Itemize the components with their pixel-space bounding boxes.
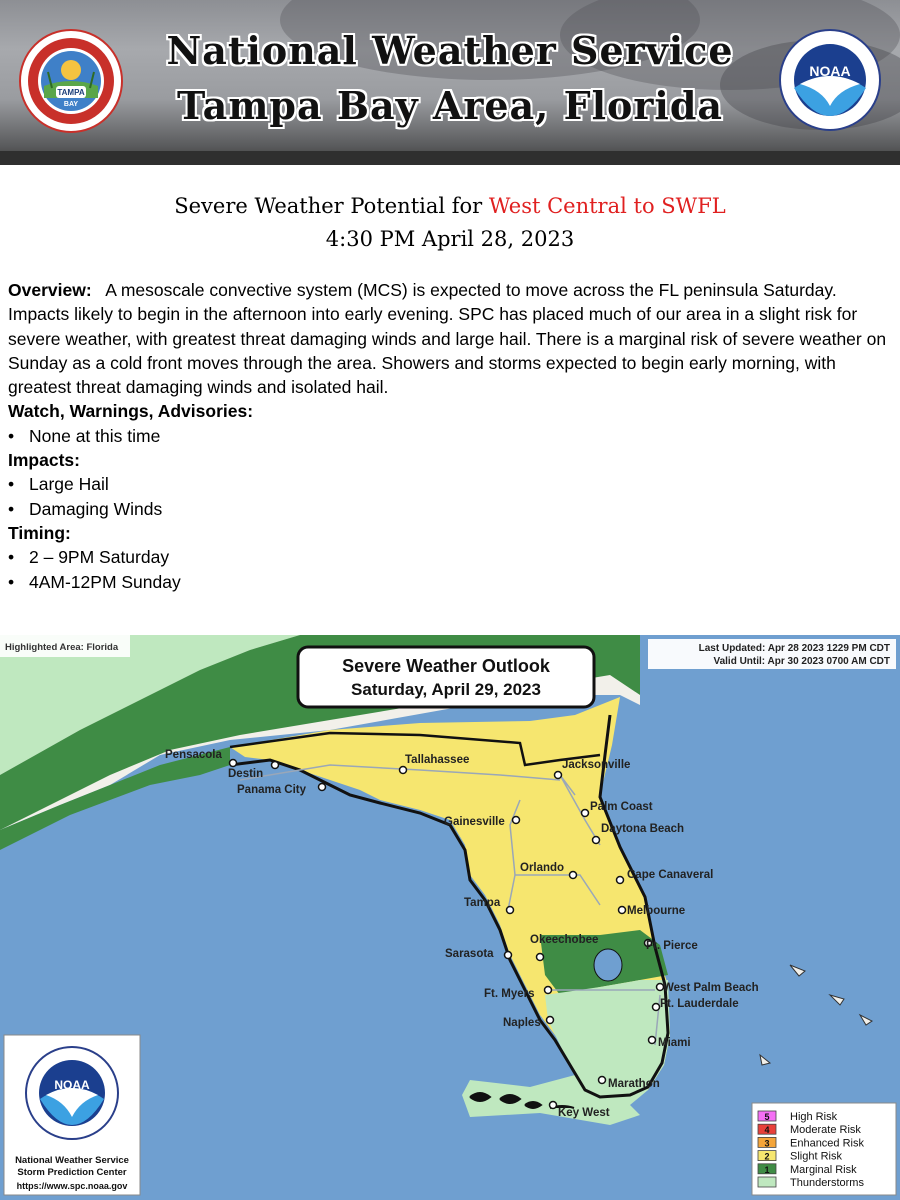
briefing-content [8, 278, 892, 594]
section-title-impacts: Impacts: [8, 450, 80, 471]
nws-tampa-bay-logo [18, 28, 124, 134]
credit-line2: Storm Prediction Center [17, 1167, 127, 1178]
highlighted-area-label: Highlighted Area: Florida [5, 642, 119, 653]
noaa-logo-text: NOAA [809, 63, 851, 79]
legend-number: 3 [764, 1138, 770, 1149]
city-label: Jacksonville [562, 759, 631, 771]
section-title-wwa: Watch, Warnings, Advisories: [8, 401, 254, 422]
heading-datetime: 4:30 PM April 28, 2023 [325, 227, 575, 251]
legend-number: 5 [764, 1112, 770, 1122]
section-list-timing [8, 545, 892, 594]
svg-text:TAMPA: TAMPA [57, 88, 85, 97]
list-item: • None at this time [8, 424, 892, 448]
section-list-impacts [8, 472, 892, 521]
city-label: Sarasota [445, 948, 494, 960]
city-label: Destin [228, 768, 264, 780]
overview-label: Overview: [8, 280, 92, 300]
horizon-ground [0, 151, 900, 165]
city-label: Ft. Myers [484, 988, 535, 1000]
city-label: Cape Canaveral [627, 869, 714, 881]
city-label: Palm Coast [590, 801, 653, 813]
city-label: Ft. Pierce [646, 940, 698, 952]
heading-prefix: Severe Weather Potential for [174, 194, 489, 218]
city-label: Orlando [520, 862, 565, 874]
section-list-wwa [8, 424, 892, 448]
city-label: Marathon [608, 1078, 660, 1090]
city-label: Tampa [464, 897, 501, 909]
heading-line1 [0, 190, 900, 223]
list-item: • Damaging Winds [8, 497, 892, 521]
city-label: West Palm Beach [663, 982, 759, 994]
city-label: Gainesville [444, 816, 505, 828]
legend-number: 1 [764, 1164, 770, 1175]
legend-label: Enhanced Risk [790, 1137, 864, 1150]
legend-label: Moderate Risk [790, 1124, 861, 1137]
city-label: Tallahassee [405, 754, 470, 766]
noaa-credit-logo-text: NOAA [54, 1078, 90, 1092]
overview-paragraph [8, 278, 892, 399]
city-label: Daytona Beach [601, 823, 685, 835]
severe-weather-outlook-map [0, 635, 900, 1200]
credit-url: https://www.spc.noaa.gov [16, 1181, 128, 1191]
city-label: Ft. Lauderdale [660, 998, 739, 1010]
heading-region: West Central to SWFL [488, 194, 726, 218]
city-label: Panama City [237, 784, 307, 796]
valid-until: Valid Until: Apr 30 2023 0700 AM CDT [713, 656, 890, 667]
legend-swatch [758, 1177, 776, 1187]
list-item: • Large Hail [8, 472, 892, 496]
legend-number: 4 [764, 1125, 770, 1136]
header-banner [0, 0, 900, 165]
city-label: Melbourne [627, 905, 686, 917]
city-label: Miami [658, 1037, 691, 1049]
legend-label: Marginal Risk [790, 1163, 857, 1176]
city-label: Pensacola [165, 749, 222, 761]
city-label: Key West [558, 1107, 610, 1119]
city-label: Naples [503, 1017, 541, 1029]
legend-label: Slight Risk [790, 1150, 842, 1163]
last-updated: Last Updated: Apr 28 2023 1229 PM CDT [698, 643, 890, 654]
legend-label: High Risk [790, 1111, 838, 1123]
legend-number: 2 [764, 1151, 770, 1162]
list-item: • 4AM-12PM Sunday [8, 570, 892, 594]
logo-text-bay: BAY [63, 101, 79, 108]
banner-title-line2: Tampa Bay Area, Florida [176, 83, 724, 128]
legend-label: Thunderstorms [790, 1177, 864, 1189]
map-title-line2: Saturday, April 29, 2023 [351, 680, 541, 699]
city-label: Okeechobee [530, 934, 599, 946]
section-title-timing: Timing: [8, 522, 71, 543]
page-heading [0, 190, 900, 256]
noaa-logo [778, 28, 882, 132]
banner-title-line1: National Weather Service [166, 28, 734, 73]
overview-text: A mesoscale convective system (MCS) is expected to move across the FL peninsula Saturday. Impacts likely to begin in the afternoon into early evening. SPC has placed much of our area in a slight risk for severe weather, with greatest threat damaging winds and large hail. There is a marginal risk of severe weather on Sunday as a cold front moves through the area. Showers and storms expected to begin early morning, with greatest threat damaging winds and isolated hail. [8, 280, 887, 398]
list-item: • 2 – 9PM Saturday [8, 545, 892, 569]
credit-line1: National Weather Service [15, 1155, 129, 1166]
lake-okeechobee [594, 949, 622, 981]
map-title-line1: Severe Weather Outlook [342, 656, 550, 676]
